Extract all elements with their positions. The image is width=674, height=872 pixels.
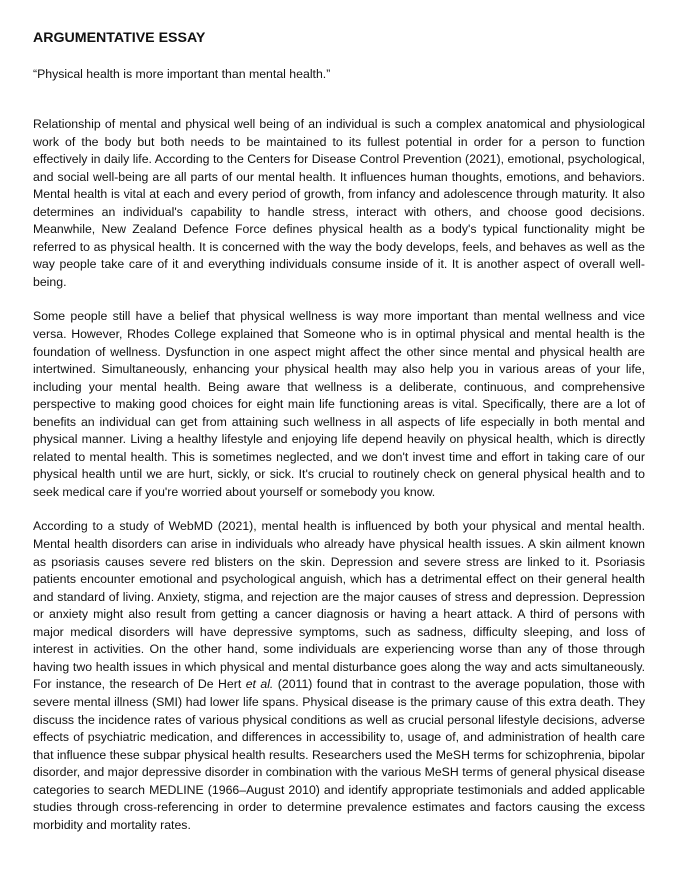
document-page [33, 29, 645, 834]
paragraph-1: Relationship of mental and physical well being of an individual is such a complex anatomical and physiological work of the body but both needs to be maintained to its fullest potential in order for a person to function effectively in daily life. According to the Centers for Disease Control Prevention (2021), emotional, psychological, and social well-being are all parts of our mental health. It influences human thoughts, emotions, and behaviors. Mental health is vital at each and every period of growth, from infancy and adolescence through maturity. It also determines an individual's capability to handle stress, interact with others, and choose good decisions. Meanwhile, New Zealand Defence Force defines physical health as a body's typical functionality might be referred to as physical health. It is concerned with the way the body develops, feels, and behaves as well as the way people take care of it and everything individuals consume inside of it. It is another aspect of overall well-being. [33, 117, 645, 289]
paragraph-3-italic-citation: et al. [245, 677, 274, 692]
paragraph-3-part-1: According to a study of WebMD (2021), mental health is influenced by both your physical and mental health. Mental health disorders can arise in individuals who already have physical health issues. A skin ailment known as psoriasis causes severe red blisters on the skin. Depression and severe stress are linked to it. Psoriasis patients encounter emotional and psychological anguish, which has a detrimental effect on their general health and standard of living. Anxiety, stigma, and rejection are the major causes of stress and depression. Depression or anxiety might also result from getting a cancer diagnosis or having a heart attack. A third of persons with major medical disorders will have depressive symptoms, such as sadness, difficulty sleeping, and loss of interest in activities. On the other hand, some individuals are experiencing worse than any of those through having two health issues in which physical and mental disturbance goes along the way and acts simultaneously. For instance, the research of De Hert [33, 519, 645, 692]
paragraph-3-part-2: (2011) found that in contrast to the average population, those with severe mental illness (SMI) had lower life spans. Physical disease is the primary cause of this extra death. They discuss the incidence rates of various physical conditions as well as crucial personal lifestyle decisions, adverse effects of psychiatric medication, and differences in accessibility to, usage of, and administration of health care that influence these subpar physical health results. Researchers used the MeSH terms for schizophrenia, bipolar disorder, and major depressive disorder in combination with the various MeSH terms of general physical disease categories to search MEDLINE (1966–August 2010) and identify appropriate testimonials and added applicable studies through cross-referencing in order to determine prevalence estimates and factors causing the excess morbidity and mortality rates. [33, 677, 645, 832]
essay-title: ARGUMENTATIVE ESSAY [33, 30, 206, 46]
essay-thesis-quote: “Physical health is more important than mental health.” [33, 67, 331, 81]
paragraph-3 [33, 518, 645, 834]
paragraph-2: Some people still have a belief that physical wellness is way more important than mental wellness and vice versa. However, Rhodes College explained that Someone who is in optimal physical and mental health is the foundation of wellness. Dysfunction in one aspect might affect the other since mental and physical health are intertwined. Simultaneously, enhancing your physical health may also help you in various areas of your life, including your mental health. Being aware that wellness is a deliberate, continuous, and comprehensive perspective to making good choices for eight main life functioning areas is vital. Specifically, there are a lot of benefits an individual can get from attaining such wellness in all aspects of life especially in both mental and physical manner. Living a healthy lifestyle and enjoying life depend heavily on physical health, which is directly related to mental health. This is sometimes neglected, and we don't invest time and effort in taking care of our physical health until we are hurt, sickly, or sick. It's crucial to routinely check on general physical health and to seek medical care if you're worried about yourself or somebody you know. [33, 309, 645, 499]
